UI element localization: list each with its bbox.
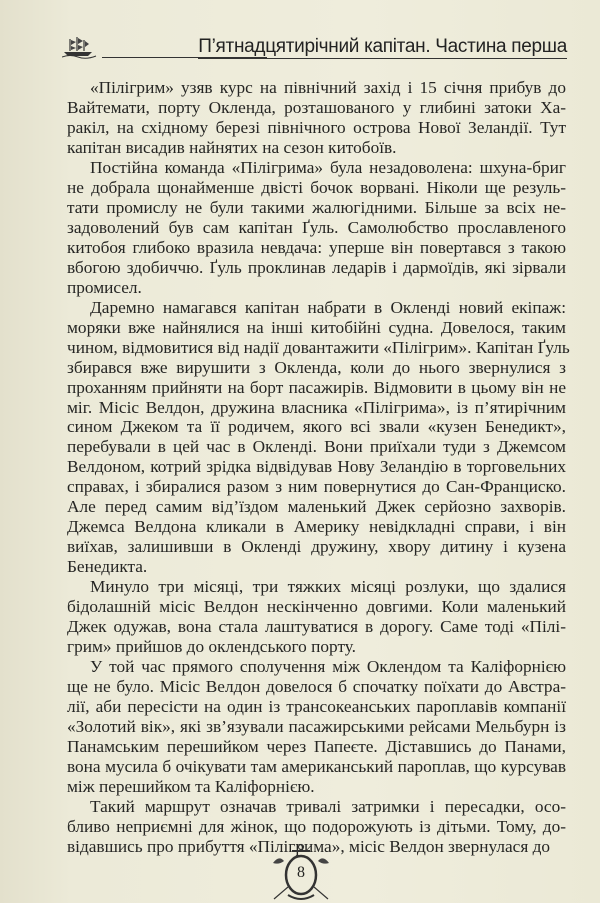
text-line: вбогою здобиччю. Ґуль проклинав ледарів і дармоїдів, які зірвали (67, 257, 566, 277)
ship-icon (62, 34, 98, 60)
text-line: Джемса Велдона кликали в Америку невідкладні справи, і він (67, 517, 566, 537)
text-line: проханням прийняти на борт пасажирів. Відмовити в цьому він не (67, 377, 566, 397)
text-line: китобоя глибоко вразила невдача: уперше він повертався з такою (67, 237, 566, 257)
text-line: Бенедикта. (67, 557, 148, 577)
paragraph (67, 657, 566, 797)
text-line: «Золотий вік», які зв’язували пасажирськими рейсами Мельбурн із (67, 717, 566, 736)
text-line: між перешийком та Каліфорнією. (67, 776, 315, 796)
text-line: грим» прийшов до оклендського порту. (67, 637, 356, 657)
text-line: Велдоном, котрий зрідка відвідував Нову Зеландію в торговельних (67, 457, 566, 477)
text-line: ще не було. Місіс Велдон довелося б спочатку поїхати до Австра- (67, 677, 566, 697)
text-line: капітан висадив найнятих на сезон китобоїв. (67, 137, 397, 157)
text-line: Минуло три місяці, три тяжких місяці розлуки, що здалися (90, 577, 566, 597)
page-body (67, 78, 570, 857)
text-line: бідолашній місіс Велдон нескінченно довгими. Коли маленький (67, 597, 566, 617)
text-line: чином, відмовитися від надії довантажити «Пілігрим». Капітан Ґуль (67, 337, 570, 357)
text-line: не добрала щонайменше двісті бочок ворвані. Ніколи ще резуль- (67, 177, 566, 197)
text-line: «Пілігрим» узяв курс на північний захід і 15 січня прибув до (90, 78, 566, 97)
text-line: промисел. (67, 277, 142, 297)
text-line: вона мусила б очікувати там американський пароплав, що курсував (67, 756, 566, 776)
text-line: бливо неприємні для жінок, що подорожують із дітьми. Тому, до- (67, 816, 566, 836)
text-line: задоволений був сам капітан Ґуль. Самолюбство прославленого (67, 217, 566, 237)
text-line: У той час прямого сполучення між Оклендом та Каліфорнією (90, 657, 566, 677)
paragraph (67, 577, 566, 657)
text-line: Даремно намагався капітан набрати в Окленді новий екіпаж: (90, 297, 566, 317)
running-header (62, 34, 567, 60)
header-title: П’ятнадцятирічний капітан. Частина перша (198, 36, 567, 57)
text-line: відавшись про прибуття «Пілігрима», місіс Велдон звернулася до (67, 836, 551, 856)
text-line: Джек одужав, вона стала лаштуватися в дорогу. Саме тоді «Пілі- (67, 617, 566, 637)
text-line: Такий маршрут означав тривалі затримки і пересадки, осо- (90, 796, 566, 816)
text-line: моряки вже найнялися на інші китобійні судна. Довелося, таким (67, 317, 566, 337)
text-line: Вайтемати, порту Окленда, розташованого у глибині затоки Ха- (67, 97, 566, 117)
text-line: міг. Місіс Велдон, дружина власника «Пілігрима», із п’ятирічним (67, 397, 566, 417)
text-line: лії, аби пересісти на один із трансокеанських пароплавів компанії (67, 697, 566, 717)
paragraph (67, 78, 566, 158)
text-line: Постійна команда «Пілігрима» була незадоволена: шхуна-бриг (90, 157, 566, 177)
text-line: виїхав, залишивши в Окленді дружину, хвору дитину і кузена (67, 537, 566, 557)
text-line: Але перед самим від’їздом маленький Джек серйозно захворів. (67, 497, 566, 517)
text-line: Панамським перешийком через Папеєте. Діставшись до Панами, (67, 736, 566, 756)
text-line: тати промислу не були такими жалюгідними. Більше за всіх не- (67, 197, 566, 217)
paragraph (67, 297, 570, 578)
text-line: ракіл, на східному березі північного острова Нової Зеландії. Тут (67, 117, 566, 137)
text-line: збирався вже вирушити з Окленда, коли до нього звернулися з (67, 357, 566, 377)
text-line: перебували в цей час в Окленді. Вони приїхали туди з Джемсом (67, 437, 566, 457)
page-number: 8 (297, 864, 305, 881)
text-line: сином Джеком та її родичем, якого всі звали «кузен Бенедикт», (67, 417, 566, 437)
paragraph (67, 158, 566, 298)
text-line: справах, і збиралися разом з ним повернутися до Сан-Франциско. (67, 477, 566, 497)
